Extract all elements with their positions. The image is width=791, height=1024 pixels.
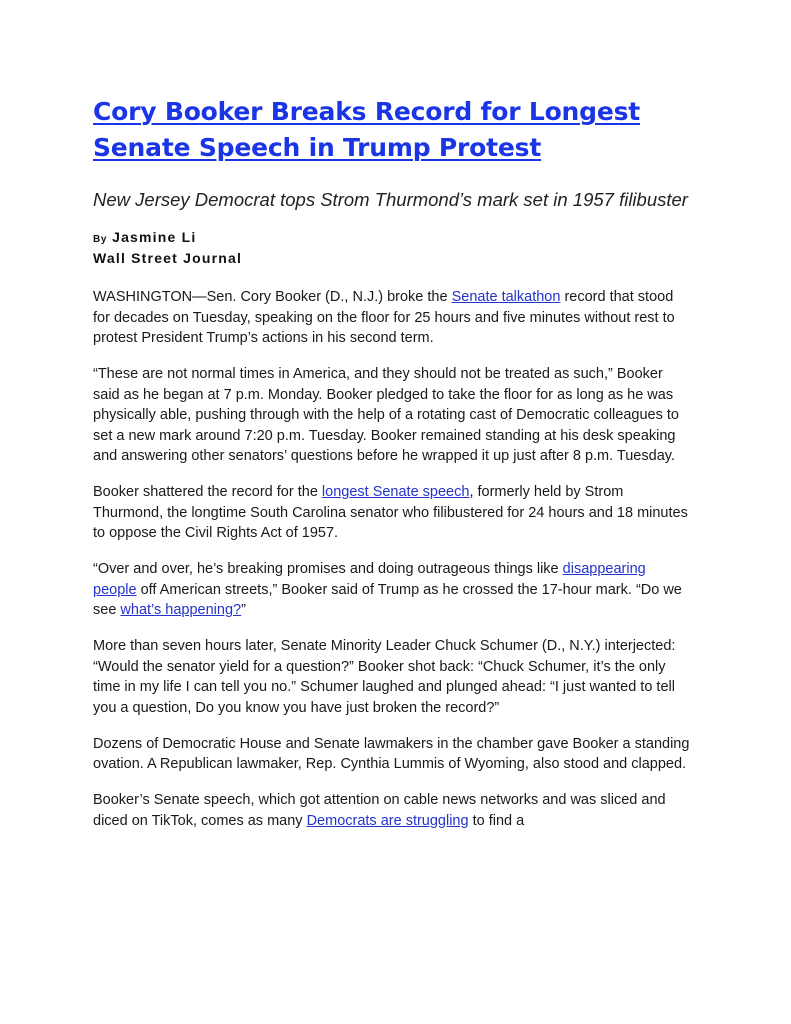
democrats-are-struggling-link[interactable]: Democrats are struggling [306,812,469,829]
paragraph-text: to find a [468,812,525,829]
paragraph-6: Dozens of Democratic House and Senate lawmakers in the chamber gave Booker a standing ovation. A Republican lawmaker, Rep. Cynthia Lummis of Wyoming, also stood and clapped. [93,735,690,772]
paragraph-5: More than seven hours later, Senate Minority Leader Chuck Schumer (D., N.Y.) interjected: “Would the senator yield for a question?” Booker shot back: “Chuck Schumer, it’s the only time in my life I can tell you no.” Schumer laughed and plunged ahead: “I just wanted to tell you a question, Do you know you have just broken the record?” [93,638,676,716]
paragraph-text: , formerly held by Strom Thurmond, the longtime South Carolina senator who filibustered for 24 hours and 18 minutes to oppose the Civil Rights Act of 1957. [93,484,688,541]
headline-link[interactable] [93,97,640,162]
paragraph-7 [93,790,693,831]
senate-talkathon-link[interactable]: Senate talkathon [451,289,561,305]
article-dek: New Jersey Democrat tops Strom Thurmond’s mark set in 1957 filibuster [93,189,688,210]
longest-senate-speech-link[interactable]: longest Senate speech [321,484,470,500]
article-body [93,287,693,831]
whats-happening-link[interactable]: what’s happening? [120,602,242,618]
paragraph-2: “These are not normal times in America, and they should not be treated as such,” Booker said as he began at 7 p.m. Monday. Booker pledged to take the floor for as long as he was physically able, pushing through with the help of a rotating cast of Democratic colleagues to set a new mark around 7:20 p.m. Tuesday. Booker remained standing at his desk speaking and answering other senators’ questions before he wrapped it up just after 8 p.m. Tuesday. [93,366,679,464]
byline [93,228,693,268]
author-name: Jasmine Li [112,229,197,245]
paragraph-1 [93,287,693,349]
paragraph-text: Booker’s Senate speech, which got attention on cable news networks and was sliced and diced on TikTok, comes as many [93,792,666,829]
paragraph-text: “Over and over, he’s breaking promises and doing outrageous things like [93,561,563,577]
paragraph-3 [93,482,693,544]
paragraph-text: record that stood for decades on Tuesday, speaking on the floor for 25 hours and five minutes without rest to protest President Trump’s actions in his second term. [93,289,675,346]
byline-prefix: By [93,234,107,245]
paragraph-text: WASHINGTON—Sen. Cory Booker (D., N.J.) broke the [93,289,452,305]
article-headline [93,94,693,166]
paragraph-text: ” [241,602,246,618]
document-page [93,94,693,847]
paragraph-text: Booker shattered the record for the [93,484,322,500]
paragraph-4 [93,559,693,621]
publication-name: Wall Street Journal [93,250,243,266]
headline-line-2: Senate Speech in Trump Protest [93,133,542,162]
disappearing-people-link[interactable]: disappearing people [93,561,646,598]
headline-line-1: Cory Booker Breaks Record for Longest [93,97,641,126]
paragraph-text: off American streets,” Booker said of Trump as he crossed the 17-hour mark. “Do we see [93,581,682,618]
